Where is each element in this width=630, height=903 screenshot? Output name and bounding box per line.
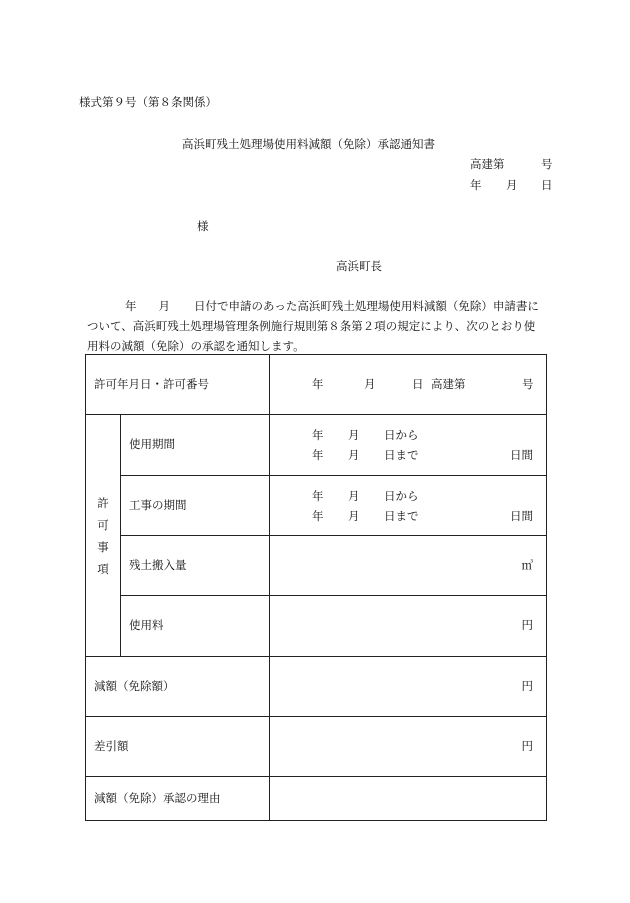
permit-items-group-label: [86, 415, 121, 657]
fee-yen-unit: 円: [521, 618, 533, 633]
usage-period-from: [312, 425, 538, 445]
fee-value: [270, 596, 547, 657]
notice-line-1: [87, 296, 551, 316]
usage-period-to: [312, 445, 538, 465]
reason-label: 減額（免除）承認の理由: [86, 777, 270, 821]
works-period-row: [86, 476, 547, 536]
reduction-row: [86, 657, 547, 717]
from-month: 月: [348, 488, 360, 503]
fee-row: [86, 596, 547, 657]
issue-date-year: 年: [470, 178, 482, 192]
reduction-value: [270, 657, 547, 717]
issue-date-day: 日: [541, 178, 553, 192]
from-year: 年: [312, 428, 324, 442]
difference-yen-unit: 円: [521, 738, 533, 753]
to-year: 年: [312, 508, 324, 523]
form-number: 様式第９号（第８条関係）: [79, 95, 217, 109]
from-suffix: 日から: [384, 428, 419, 442]
reason-value: [270, 777, 547, 821]
works-period-value: [270, 476, 547, 536]
soil-volume-row: [86, 536, 547, 596]
permit-table: [85, 354, 547, 821]
fee-label: 使用料: [121, 596, 270, 657]
permit-date-row: [86, 355, 547, 415]
notice-line-3: 用料の減額（免除）の承認を通知します。: [87, 339, 305, 353]
works-period-to: [312, 506, 538, 526]
from-suffix: 日から: [384, 488, 419, 503]
notice-month: 月: [158, 299, 170, 313]
notice-line-1-text: 日付で申請のあった高浜町残土処理場使用料減額（免除）申請書に: [194, 299, 539, 313]
permit-month: 月: [364, 376, 376, 391]
permit-year: 年: [312, 376, 324, 391]
to-suffix: 日まで: [384, 508, 419, 523]
from-month: 月: [348, 428, 360, 442]
days-unit: 日間: [510, 508, 533, 523]
reduction-label: 減額（免除額）: [86, 657, 270, 717]
works-period-from: [312, 486, 538, 506]
to-suffix: 日まで: [384, 448, 419, 462]
notice-year: 年: [125, 299, 137, 313]
document-title: 高浜町残土処理場使用料減額（免除）承認通知書: [182, 137, 435, 151]
group-char-2: 可: [97, 517, 109, 532]
cubic-meter-unit: ㎥: [521, 557, 533, 572]
group-char-3: 事: [97, 539, 109, 554]
usage-period-row: [86, 415, 547, 476]
to-month: 月: [348, 448, 360, 462]
issuer-name: 高浜町長: [336, 259, 382, 273]
recipient-honorific: 様: [197, 219, 209, 233]
soil-volume-label: 残土搬入量: [121, 536, 270, 596]
soil-volume-value: [270, 536, 547, 596]
reason-row: [86, 777, 547, 821]
usage-period-label: 使用期間: [121, 415, 270, 476]
permit-date-label: 許可年月日・許可番号: [86, 355, 270, 415]
issue-date-month: 月: [506, 178, 518, 192]
notice-body: [87, 296, 551, 356]
group-char-1: 許: [97, 495, 109, 510]
reference-number-suffix: 号: [541, 157, 553, 171]
difference-value: [270, 717, 547, 777]
difference-label: 差引額: [86, 717, 270, 777]
to-month: 月: [348, 508, 360, 523]
permit-number-prefix: 高建第: [431, 376, 466, 391]
notice-line-2: ついて、高浜町残土処理場管理条例施行規則第８条第２項の規定により、次のとおり使: [87, 319, 536, 333]
reference-number-label: 高建第: [470, 157, 505, 171]
permit-date-value: [270, 355, 547, 415]
permit-number-suffix: 号: [522, 376, 534, 391]
difference-row: [86, 717, 547, 777]
usage-period-value: [270, 415, 547, 476]
works-period-label: 工事の期間: [121, 476, 270, 536]
days-unit: 日間: [510, 448, 533, 462]
permit-day: 日: [412, 376, 424, 391]
group-char-4: 項: [97, 561, 109, 576]
reduction-yen-unit: 円: [521, 678, 533, 693]
from-year: 年: [312, 488, 324, 503]
to-year: 年: [312, 448, 324, 462]
